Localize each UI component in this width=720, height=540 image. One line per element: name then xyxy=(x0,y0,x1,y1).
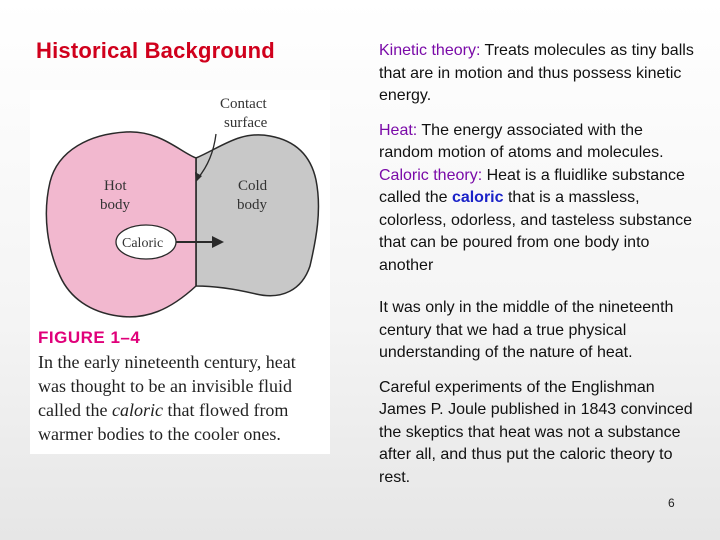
caloric-highlight-word: caloric xyxy=(451,189,504,206)
caloric-label: Caloric xyxy=(122,236,164,251)
slide-title: Historical Background xyxy=(36,38,275,63)
text-column xyxy=(379,40,697,489)
caloric-theory-term: Caloric theory: xyxy=(379,166,483,184)
caption-part-2: that flowed from warmer bodies to the cooler ones. xyxy=(38,400,289,444)
kinetic-theory-term: Kinetic theory: xyxy=(379,42,481,59)
middle-century-paragraph: It was only in the middle of the nineteenth century that we had a true physical understanding of the nature of heat. xyxy=(379,299,674,361)
kinetic-theory-text: Treats molecules as tiny balls that are in motion and thus possess kinetic energy. xyxy=(379,42,694,104)
cold-label-1: Cold xyxy=(238,178,268,194)
cold-body-shape xyxy=(196,135,318,296)
hot-body-shape xyxy=(46,132,196,317)
hot-cold-body-diagram xyxy=(30,90,330,326)
heat-paragraph xyxy=(379,120,697,165)
contact-label-2: surface xyxy=(224,115,268,131)
hot-label-1: Hot xyxy=(104,178,127,194)
contact-label-1: Contact xyxy=(220,96,267,112)
heat-text: The energy associated with the random motion of atoms and molecules. xyxy=(379,121,664,161)
caloric-theory-text-2: that is a massless, colorless, odorless, and tasteless substance that can be poured from one body into another xyxy=(379,189,693,274)
figure-panel xyxy=(30,90,330,454)
caption-caloric-word: caloric xyxy=(111,400,163,420)
heat-term: Heat: xyxy=(379,121,418,139)
figure-caption-text xyxy=(38,350,328,446)
cold-label-2: body xyxy=(237,197,267,213)
figure-caption xyxy=(38,328,328,446)
hot-label-2: body xyxy=(100,197,130,213)
page-number: 6 xyxy=(668,496,675,510)
caloric-theory-paragraph xyxy=(379,165,697,278)
caption-part-1: In the early nineteenth century, heat was thought to be an invisible fluid called the xyxy=(38,352,296,420)
joule-paragraph: Careful experiments of the Englishman James P. Joule published in 1843 convinced the skeptics that heat was not a substance after all, and thus put the caloric theory to rest. xyxy=(379,378,693,486)
kinetic-theory-paragraph xyxy=(379,40,697,108)
caloric-theory-text-1: Heat is a fluidlike substance called the xyxy=(379,166,685,206)
figure-number: FIGURE 1–4 xyxy=(38,328,141,347)
